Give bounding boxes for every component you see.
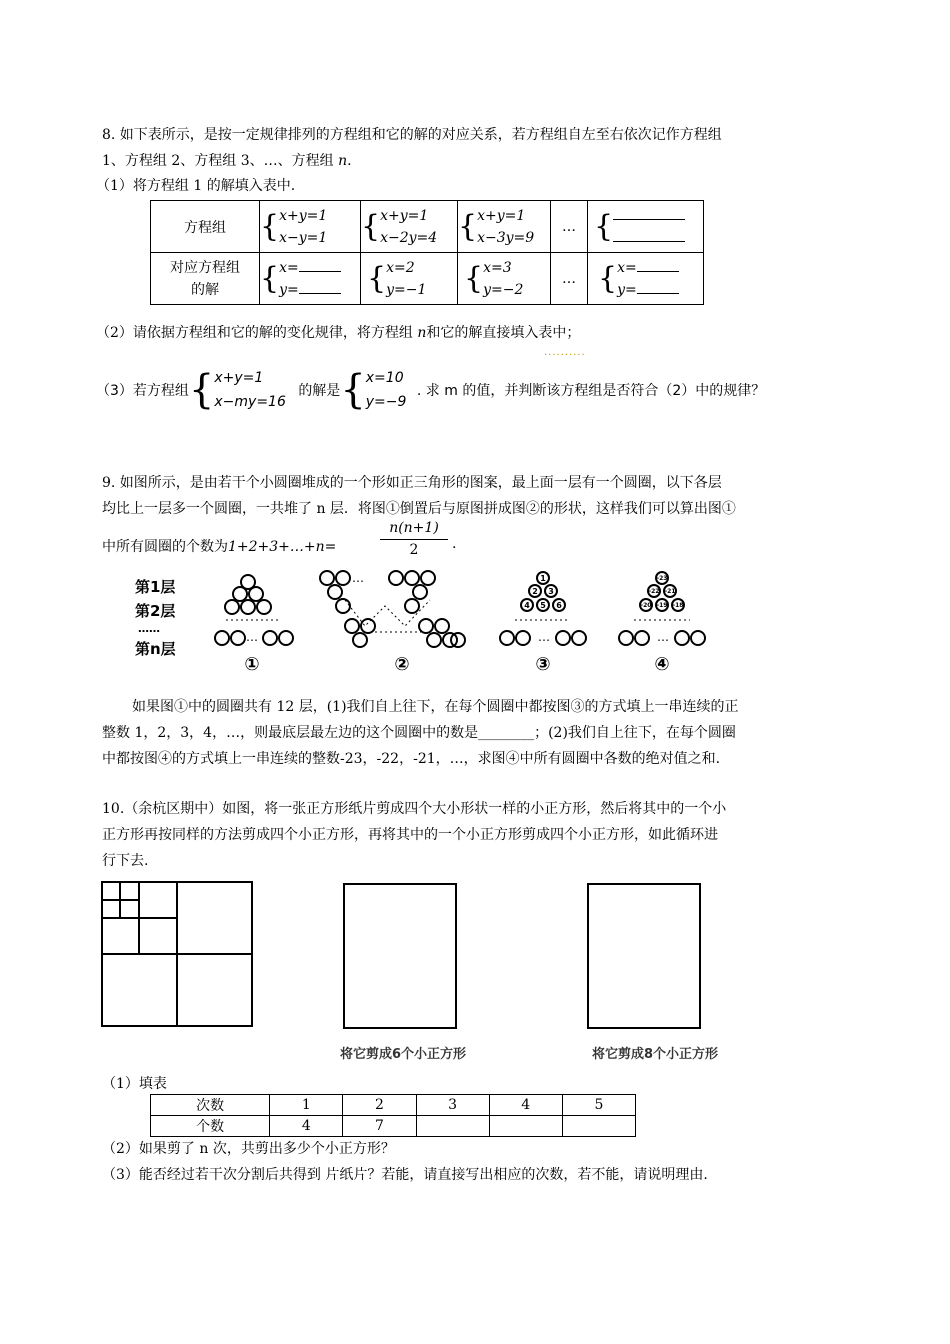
q9-line3 [102, 536, 336, 556]
q10-line2: 正方形再按同样的方法剪成四个小正方形，再将其中的一个小正方形剪成四个小正方形，如此循环进 [102, 827, 718, 843]
dotted-mark: ·········· [544, 350, 586, 361]
fig-number-4: ④ [654, 654, 670, 675]
brace-icon: { [361, 208, 381, 244]
q9-para3: 中都按图④的方式填上一串连续的整数-23，-22，-21，…，求图④中所有圆圈中各数的绝对值之和. [102, 751, 721, 767]
q9-circle-figure [130, 570, 710, 680]
q8-part2 [96, 322, 580, 342]
fig3-num-5: 5 [540, 601, 546, 610]
fig-number-2: ② [394, 654, 410, 675]
fig2-dots: … [352, 571, 364, 585]
sol3-line-a: x=3 [483, 259, 512, 276]
fig4-num-5: -19 [656, 602, 668, 609]
eq-cell-n [588, 201, 704, 253]
q8-part1: （1）将方程组 1 的解填入表中. [96, 178, 296, 194]
q8-intro-line2 [102, 150, 352, 170]
table-cell: 4 [489, 1095, 562, 1116]
q10-caption-1: 将它剪成6个小正方形 [340, 1047, 467, 1062]
sol2-line-a: x=2 [386, 259, 415, 276]
q9-formula-end: . [452, 536, 457, 552]
q9-formula-sum: 1+2+3+…+n= [228, 539, 337, 555]
figure-2-circles [320, 571, 465, 647]
fraction-bar [380, 539, 448, 540]
q10-square-3 [587, 883, 701, 1029]
part3-eq-a: x+y=1 [214, 370, 264, 386]
q10-divided-square [100, 880, 255, 1030]
fig4-dots: … [657, 630, 669, 644]
part3-sol-a: x=10 [365, 370, 404, 386]
q9-line2: 均比上一层多一个圆圈，一共堆了 n 层．将图①倒置后与原图拼成图②的形状，这样我们可以算出图① [102, 501, 736, 517]
layer-label-1: 第1层 [135, 578, 176, 596]
eq3-line-b: x−3y=9 [477, 229, 535, 246]
q8-part2-n: n [417, 325, 427, 341]
q8-intro-2a: 1、方程组 2、方程组 3、…、方程组 [102, 153, 339, 169]
eq-cell-1 [260, 201, 361, 253]
table-cell: 5 [562, 1095, 635, 1116]
table-cell [416, 1116, 489, 1137]
sol1-line-a: x= [279, 259, 299, 276]
fig3-num-3: 3 [548, 587, 554, 596]
blank-line [613, 227, 685, 242]
table-dots: … [551, 253, 588, 305]
eq-cell-2 [361, 201, 458, 253]
q9-para2: 整数 1，2，3，4，…，则最底层最左边的这个圆圈中的数是________；(2)我们自上往下，在每个圆圈 [102, 725, 736, 741]
sol2-line-b: y=−1 [386, 281, 427, 298]
brace-icon: { [188, 367, 215, 413]
q8-part3-prefix: （3）若方程组 [96, 383, 189, 399]
sol1-line-b: y= [279, 281, 299, 298]
q8-part3-mid: 的解是 [298, 383, 341, 399]
sol-header-1: 对应方程组 [170, 259, 240, 276]
table-row [151, 1116, 636, 1137]
q8-part3 [96, 366, 765, 414]
eq3-line-a: x+y=1 [477, 207, 526, 224]
table-dots: … [551, 201, 588, 253]
q9-line3-prefix: 中所有圆圈的个数为 [102, 539, 228, 555]
q10-line1: 10.（余杭区期中）如图，将一张正方形纸片剪成四个大小形状一样的小正方形，然后将其中的一个小 [102, 801, 727, 817]
layer-label-dots: …… [138, 622, 160, 635]
blank-line [299, 279, 341, 294]
blank-line [637, 257, 679, 272]
sol3-line-b: y=−2 [483, 281, 524, 298]
eq-cell-3 [458, 201, 551, 253]
eq1-line-b: x−y=1 [279, 229, 328, 246]
fig3-num-1: 1 [540, 574, 546, 583]
blank-line [299, 257, 341, 272]
q8-part2-a: （2）请依据方程组和它的解的变化规律，将方程组 [96, 325, 418, 341]
fig4-num-2: -22 [648, 588, 660, 595]
sol-header-2: 的解 [191, 281, 219, 298]
layer-label-2: 第2层 [135, 602, 176, 620]
table-cell: 次数 [151, 1095, 270, 1116]
part3-eq-b: x−my=16 [214, 394, 286, 410]
eq2-line-a: x+y=1 [380, 207, 429, 224]
eq1-line-a: x+y=1 [279, 207, 328, 224]
q8-intro-2c: . [347, 153, 352, 169]
q8-part3-suffix: . 求 m 的值，并判断该方程组是否符合（2）中的规律？ [416, 383, 766, 399]
table-cell: 7 [343, 1116, 416, 1137]
brace-icon: { [598, 260, 618, 296]
table-header-solutions [151, 253, 260, 305]
fig4-num-6: -18 [672, 602, 684, 609]
table-cell: 个数 [151, 1116, 270, 1137]
table-header-equations: 方程组 [151, 201, 260, 253]
brace-icon: { [260, 208, 280, 244]
fig3-dots: … [538, 630, 550, 644]
brace-icon: { [367, 260, 387, 296]
fig3-num-4: 4 [524, 601, 530, 610]
q10-part2: （2）如果剪了 n 次，共剪出多少个小正方形？ [102, 1141, 395, 1157]
table-cell: 4 [270, 1116, 343, 1137]
q10-caption-2: 将它剪成8个小正方形 [592, 1047, 719, 1062]
sol4-line-a: x= [617, 259, 637, 276]
fig1-dots: … [246, 630, 258, 644]
layer-label-n: 第n层 [135, 640, 176, 658]
brace-icon: { [340, 367, 366, 413]
part3-sol-b: y=−9 [365, 394, 407, 410]
eq2-line-b: x−2y=4 [380, 229, 438, 246]
q10-square-2 [343, 883, 457, 1029]
fig3-num-6: 6 [556, 601, 562, 610]
table-cell: 1 [270, 1095, 343, 1116]
q10-line3: 行下去. [102, 853, 149, 869]
fig3-num-2: 2 [532, 587, 538, 596]
q9-formula-numerator: n(n+1) [389, 520, 439, 536]
table-cell [489, 1116, 562, 1137]
table-cell [562, 1116, 635, 1137]
sol4-line-b: y= [617, 281, 637, 298]
q9-line1: 9. 如图所示，是由若干个小圆圈堆成的一个形如正三角形的图案，最上面一层有一个圆圈，以下各层 [102, 475, 722, 491]
q8-equation-table [150, 200, 704, 305]
blank-line [613, 205, 685, 220]
q10-part3: （3）能否经过若干次分割后共得到 片纸片？若能，请直接写出相应的次数，若不能，请说明理由. [102, 1167, 708, 1183]
q10-part1: （1）填表 [102, 1076, 167, 1092]
table-cell: 2 [343, 1095, 416, 1116]
fig4-num-4: -20 [640, 602, 652, 609]
q10-fill-table [150, 1094, 636, 1137]
fig4-num-1: -23 [656, 575, 668, 582]
q9-formula-denominator: 2 [409, 542, 419, 558]
sol-cell-3 [458, 253, 551, 305]
sol-cell-1 [260, 253, 361, 305]
fig-number-1: ① [244, 654, 260, 675]
brace-icon: { [458, 208, 478, 244]
sol-cell-2 [361, 253, 458, 305]
sol-cell-n [588, 253, 704, 305]
brace-icon: { [464, 260, 484, 296]
q9-para1: 如果图①中的圆圈共有 12 层，(1)我们自上往下，在每个圆圈中都按图③的方式填上一串连续的正 [132, 699, 739, 715]
fig-number-3: ③ [535, 654, 551, 675]
table-row [151, 1095, 636, 1116]
q8-intro-2b: n [338, 153, 348, 169]
brace-icon: { [260, 260, 280, 296]
q8-part2-c: 和它的解直接填入表中； [426, 325, 581, 341]
q8-intro-line1: 8. 如下表所示，是按一定规律排列的方程组和它的解的对应关系，若方程组自左至右依次记作方程组 [102, 127, 722, 143]
brace-icon: { [594, 208, 614, 244]
table-cell: 3 [416, 1095, 489, 1116]
fig4-num-3: -21 [664, 588, 676, 595]
blank-line [637, 279, 679, 294]
